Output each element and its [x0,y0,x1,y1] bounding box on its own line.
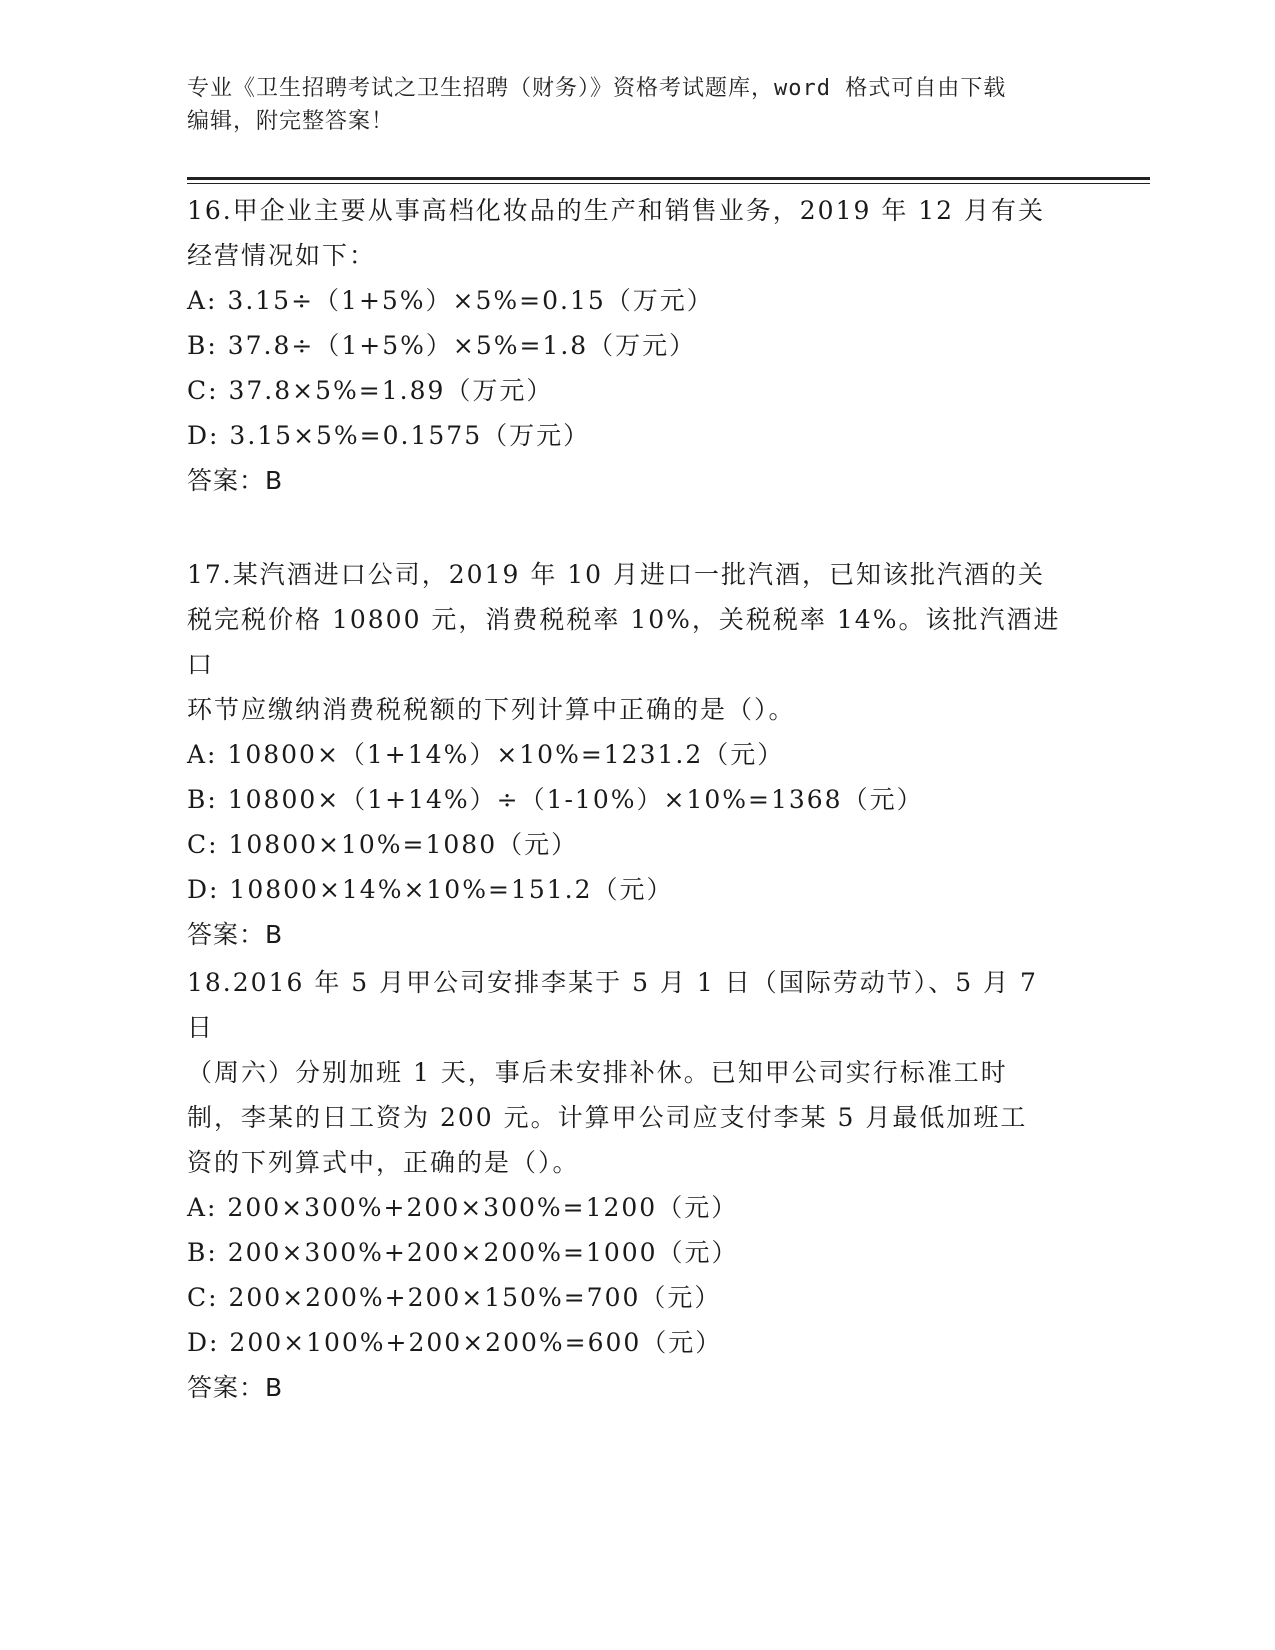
option-d: D: 200×100%+200×200%=600（元） [187,1328,723,1357]
header-divider-thin [187,183,1150,184]
option-d: D: 10800×14%×10%=151.2（元） [187,875,674,904]
question-stem-line: 17.某汽酒进口公司，2019 年 10 月进口一批汽酒，已知该批汽酒的关 [187,560,1046,589]
question-18 [187,960,1067,1410]
option-b: B: 10800×（1+14%）÷（1-10%）×10%=1368（元） [187,785,924,814]
option-d: D: 3.15×5%=0.1575（万元） [187,421,591,450]
answer-line: 答案：B [187,1373,284,1402]
option-b: B: 200×300%+200×200%=1000（元） [187,1238,739,1267]
option-b: B: 37.8÷（1+5%）×5%=1.8（万元） [187,331,697,360]
question-stem-line: 环节应缴纳消费税税额的下列计算中正确的是（）。 [187,695,796,724]
question-stem-line: 18.2016 年 5 月甲公司安排李某于 5 月 1 日（国际劳动节）、5 月 7 日 [187,968,1038,1042]
question-16 [187,188,1067,503]
option-a: A: 3.15÷（1+5%）×5%=0.15（万元） [187,286,714,315]
answer-line: 答案：B [187,920,284,949]
header-divider-thick [187,177,1150,180]
question-stem-line: 经营情况如下： [187,241,377,270]
header-line-1: 专业《卫生招聘考试之卫生招聘（财务）》资格考试题库，word 格式可自由下载 [187,76,1007,101]
question-stem-line: （周六）分别加班 1 天，事后未安排补休。已知甲公司实行标准工时 [187,1058,1008,1087]
question-stem-line: 16.甲企业主要从事高档化妆品的生产和销售业务，2019 年 12 月有关 [187,196,1046,225]
question-stem-line: 税完税价格 10800 元，消费税税率 10%，关税税率 14%。该批汽酒进口 [187,605,1061,679]
question-stem-line: 制，李某的日工资为 200 元。计算甲公司应支付李某 5 月最低加班工 [187,1103,1028,1132]
option-a: A: 10800×（1+14%）×10%=1231.2（元） [187,740,785,769]
question-stem-line: 资的下列算式中，正确的是（）。 [187,1148,580,1177]
question-17 [187,552,1067,957]
option-c: C: 37.8×5%=1.89（万元） [187,376,554,405]
option-c: C: 200×200%+200×150%=700（元） [187,1283,722,1312]
option-c: C: 10800×10%=1080（元） [187,830,579,859]
header-line-2: 编辑，附完整答案！ [187,109,395,134]
document-header [187,72,1067,138]
option-a: A: 200×300%+200×300%=1200（元） [187,1193,739,1222]
answer-line: 答案：B [187,466,284,495]
